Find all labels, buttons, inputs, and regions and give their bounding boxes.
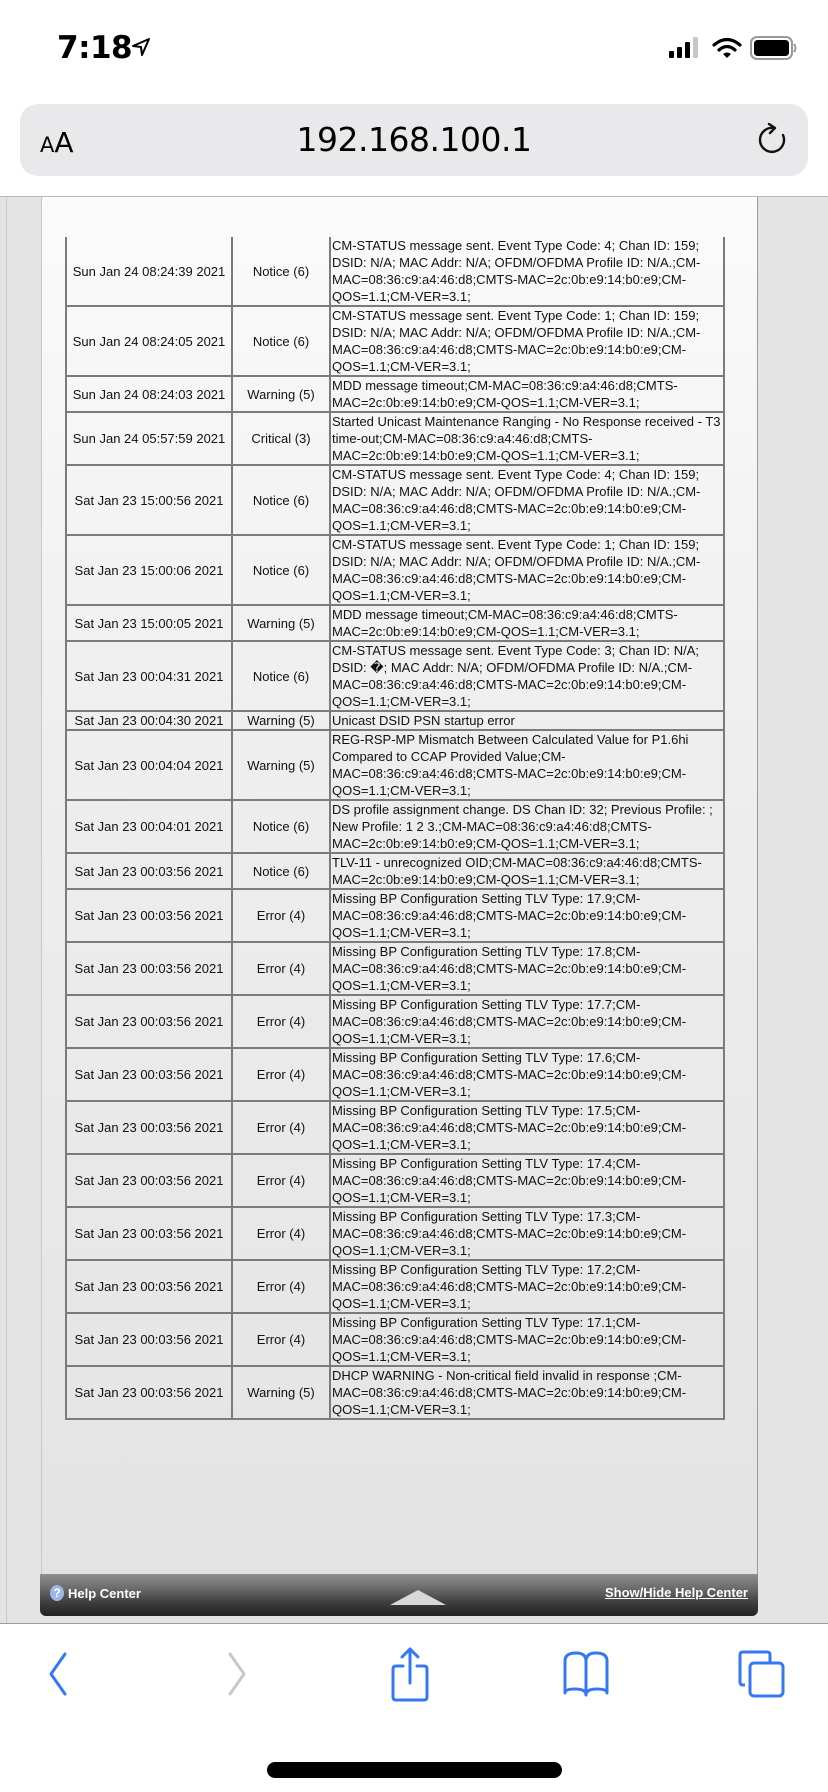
log-priority-cell: Critical (3) xyxy=(232,412,330,465)
log-row xyxy=(66,1154,724,1207)
share-icon xyxy=(388,1646,432,1702)
log-row xyxy=(66,1260,724,1313)
log-description-cell: CM-STATUS message sent. Event Type Code: 4; Chan ID: 159; DSID: N/A; MAC Addr: N/A; OFDM/OFDMA Profile ID: N/A.;CM-MAC=08:36:c9:a4:46:d8;CMTS-MAC=2c:0b:e9:14:b0:e9;CM-QOS=1.1;CM-VER=3.1; xyxy=(330,465,724,535)
log-time-cell: Sat Jan 23 15:00:56 2021 xyxy=(66,465,232,535)
log-time-cell: Sat Jan 23 00:03:56 2021 xyxy=(66,942,232,995)
log-time-cell: Sat Jan 23 00:03:56 2021 xyxy=(66,853,232,889)
log-priority-cell: Notice (6) xyxy=(232,800,330,853)
log-time-cell: Sat Jan 23 00:03:56 2021 xyxy=(66,1207,232,1260)
log-priority-cell: Error (4) xyxy=(232,1101,330,1154)
log-priority-cell: Error (4) xyxy=(232,1313,330,1366)
log-priority-cell: Notice (6) xyxy=(232,535,330,605)
log-row xyxy=(66,237,724,306)
log-row xyxy=(66,889,724,942)
log-priority-cell: Error (4) xyxy=(232,1048,330,1101)
log-row xyxy=(66,465,724,535)
status-bar xyxy=(0,0,828,95)
log-description-cell: Missing BP Configuration Setting TLV Type: 17.1;CM-MAC=08:36:c9:a4:46:d8;CMTS-MAC=2c:0b:e9:14:b0:e9;CM-QOS=1.1;CM-VER=3.1; xyxy=(330,1313,724,1366)
log-time-cell: Sun Jan 24 05:57:59 2021 xyxy=(66,412,232,465)
log-description-cell: Missing BP Configuration Setting TLV Type: 17.7;CM-MAC=08:36:c9:a4:46:d8;CMTS-MAC=2c:0b:e9:14:b0:e9;CM-QOS=1.1;CM-VER=3.1; xyxy=(330,995,724,1048)
log-description-cell: CM-STATUS message sent. Event Type Code: 1; Chan ID: 159; DSID: N/A; MAC Addr: N/A; OFDM/OFDMA Profile ID: N/A.;CM-MAC=08:36:c9:a4:46:d8;CMTS-MAC=2c:0b:e9:14:b0:e9;CM-QOS=1.1;CM-VER=3.1; xyxy=(330,306,724,376)
log-description-cell: DS profile assignment change. DS Chan ID: 32; Previous Profile: ; New Profile: 1 2 3.;CM-MAC=08:36:c9:a4:46:d8;CMTS-MAC=2c:0b:e9:14:b0:e9;CM-QOS=1.1;CM-VER=3.1; xyxy=(330,800,724,853)
event-log-table xyxy=(65,237,725,1420)
log-description-cell: TLV-11 - unrecognized OID;CM-MAC=08:36:c9:a4:46:d8;CMTS-MAC=2c:0b:e9:14:b0:e9;CM-QOS=1.1;CM-VER=3.1; xyxy=(330,853,724,889)
log-time-cell: Sat Jan 23 00:04:30 2021 xyxy=(66,711,232,730)
show-hide-help-center-link[interactable]: Show/Hide Help Center xyxy=(604,1585,748,1600)
log-row xyxy=(66,306,724,376)
reload-icon[interactable] xyxy=(754,122,790,158)
log-row xyxy=(66,1207,724,1260)
log-row xyxy=(66,1313,724,1366)
log-time-cell: Sat Jan 23 00:03:56 2021 xyxy=(66,1366,232,1419)
log-priority-cell: Error (4) xyxy=(232,1260,330,1313)
log-row xyxy=(66,1366,724,1419)
page-rail xyxy=(6,197,7,1623)
log-description-cell: Missing BP Configuration Setting TLV Type: 17.8;CM-MAC=08:36:c9:a4:46:d8;CMTS-MAC=2c:0b:e9:14:b0:e9;CM-QOS=1.1;CM-VER=3.1; xyxy=(330,942,724,995)
log-description-cell: Unicast DSID PSN startup error xyxy=(330,711,724,730)
log-priority-cell: Warning (5) xyxy=(232,1366,330,1419)
log-time-cell: Sun Jan 24 08:24:39 2021 xyxy=(66,237,232,306)
log-description-cell: CM-STATUS message sent. Event Type Code: 1; Chan ID: 159; DSID: N/A; MAC Addr: N/A; OFDM/OFDMA Profile ID: N/A.;CM-MAC=08:36:c9:a4:46:d8;CMTS-MAC=2c:0b:e9:14:b0:e9;CM-QOS=1.1;CM-VER=3.1; xyxy=(330,535,724,605)
text-size-large-glyph: A xyxy=(54,126,74,159)
event-log-body xyxy=(66,237,724,1419)
log-time-cell: Sat Jan 23 00:03:56 2021 xyxy=(66,1260,232,1313)
log-row xyxy=(66,605,724,641)
battery-icon xyxy=(750,36,798,60)
log-time-cell: Sat Jan 23 15:00:05 2021 xyxy=(66,605,232,641)
log-description-cell: Missing BP Configuration Setting TLV Type: 17.9;CM-MAC=08:36:c9:a4:46:d8;CMTS-MAC=2c:0b:e9:14:b0:e9;CM-QOS=1.1;CM-VER=3.1; xyxy=(330,889,724,942)
log-description-cell: REG-RSP-MP Mismatch Between Calculated Value for P1.6hi Compared to CCAP Provided Value;CM-MAC=08:36:c9:a4:46:d8;CMTS-MAC=2c:0b:e9:14:b0:e9;CM-QOS=1.1;CM-VER=3.1; xyxy=(330,730,724,800)
web-content[interactable] xyxy=(0,196,828,1624)
share-button[interactable] xyxy=(385,1649,435,1699)
log-description-cell: Started Unicast Maintenance Ranging - No Response received - T3 time-out;CM-MAC=08:36:c9:a4:46:d8;CMTS-MAC=2c:0b:e9:14:b0:e9;CM-QOS=1.1;CM-VER=3.1; xyxy=(330,412,724,465)
log-row xyxy=(66,376,724,412)
log-priority-cell: Warning (5) xyxy=(232,730,330,800)
log-priority-cell: Error (4) xyxy=(232,995,330,1048)
log-description-cell: Missing BP Configuration Setting TLV Type: 17.2;CM-MAC=08:36:c9:a4:46:d8;CMTS-MAC=2c:0b:e9:14:b0:e9;CM-QOS=1.1;CM-VER=3.1; xyxy=(330,1260,724,1313)
location-arrow-icon xyxy=(130,36,152,58)
chevron-right-icon xyxy=(222,1649,252,1699)
chevron-left-icon xyxy=(43,1649,73,1699)
log-row xyxy=(66,641,724,711)
log-description-cell: MDD message timeout;CM-MAC=08:36:c9:a4:46:d8;CMTS-MAC=2c:0b:e9:14:b0:e9;CM-QOS=1.1;CM-VER=3.1; xyxy=(330,605,724,641)
log-description-cell: CM-STATUS message sent. Event Type Code: 3; Chan ID: N/A; DSID: �; MAC Addr: N/A; OFDM/OFDMA Profile ID: N/A.;CM-MAC=08:36:c9:a4:46:d8;CMTS-MAC=2c:0b:e9:14:b0:e9;CM-QOS=1.1;CM-VER=3.1; xyxy=(330,641,724,711)
status-indicators xyxy=(668,36,798,60)
log-description-cell: CM-STATUS message sent. Event Type Code: 4; Chan ID: 159; DSID: N/A; MAC Addr: N/A; OFDM/OFDMA Profile ID: N/A.;CM-MAC=08:36:c9:a4:46:d8;CMTS-MAC=2c:0b:e9:14:b0:e9;CM-QOS=1.1;CM-VER=3.1; xyxy=(330,237,724,306)
text-size-small-glyph: A xyxy=(40,133,55,157)
log-priority-cell: Warning (5) xyxy=(232,605,330,641)
address-bar[interactable] xyxy=(20,104,808,176)
wifi-icon xyxy=(712,37,742,59)
log-row xyxy=(66,942,724,995)
log-time-cell: Sat Jan 23 00:03:56 2021 xyxy=(66,889,232,942)
log-description-cell: Missing BP Configuration Setting TLV Type: 17.6;CM-MAC=08:36:c9:a4:46:d8;CMTS-MAC=2c:0b:e9:14:b0:e9;CM-QOS=1.1;CM-VER=3.1; xyxy=(330,1048,724,1101)
log-priority-cell: Notice (6) xyxy=(232,306,330,376)
log-description-cell: MDD message timeout;CM-MAC=08:36:c9:a4:46:d8;CMTS-MAC=2c:0b:e9:14:b0:e9;CM-QOS=1.1;CM-VER=3.1; xyxy=(330,376,724,412)
log-time-cell: Sun Jan 24 08:24:03 2021 xyxy=(66,376,232,412)
log-time-cell: Sat Jan 23 00:03:56 2021 xyxy=(66,1154,232,1207)
log-time-cell: Sat Jan 23 00:04:31 2021 xyxy=(66,641,232,711)
content-frame xyxy=(41,197,758,1585)
book-icon xyxy=(561,1649,611,1699)
help-question-icon: ? xyxy=(50,1585,64,1601)
help-center-label-group[interactable] xyxy=(50,1585,141,1601)
help-center-label: Help Center xyxy=(68,1585,141,1601)
log-time-cell: Sat Jan 23 00:03:56 2021 xyxy=(66,1313,232,1366)
log-description-cell: DHCP WARNING - Non-critical field invalid in response ;CM-MAC=08:36:c9:a4:46:d8;CMTS-MAC=2c:0b:e9:14:b0:e9;CM-QOS=1.1;CM-VER=3.1; xyxy=(330,1366,724,1419)
log-time-cell: Sat Jan 23 15:00:06 2021 xyxy=(66,535,232,605)
log-time-cell: Sun Jan 24 08:24:05 2021 xyxy=(66,306,232,376)
log-row xyxy=(66,1101,724,1154)
expand-arrow-icon[interactable] xyxy=(390,1590,446,1605)
log-time-cell: Sat Jan 23 00:03:56 2021 xyxy=(66,1048,232,1101)
log-description-cell: Missing BP Configuration Setting TLV Type: 17.3;CM-MAC=08:36:c9:a4:46:d8;CMTS-MAC=2c:0b:e9:14:b0:e9;CM-QOS=1.1;CM-VER=3.1; xyxy=(330,1207,724,1260)
forward-button[interactable] xyxy=(212,1649,262,1699)
log-row xyxy=(66,1048,724,1101)
back-button[interactable] xyxy=(33,1649,83,1699)
tabs-button[interactable] xyxy=(737,1649,787,1699)
home-indicator[interactable] xyxy=(267,1762,562,1778)
log-priority-cell: Error (4) xyxy=(232,889,330,942)
status-time: 7:18 xyxy=(57,30,133,66)
log-time-cell: Sat Jan 23 00:03:56 2021 xyxy=(66,995,232,1048)
log-priority-cell: Error (4) xyxy=(232,942,330,995)
log-priority-cell: Warning (5) xyxy=(232,376,330,412)
log-priority-cell: Notice (6) xyxy=(232,641,330,711)
log-priority-cell: Notice (6) xyxy=(232,465,330,535)
log-row xyxy=(66,535,724,605)
url-text[interactable]: 192.168.100.1 xyxy=(296,120,532,159)
log-priority-cell: Notice (6) xyxy=(232,853,330,889)
browser-toolbar xyxy=(0,1625,828,1735)
log-row xyxy=(66,711,724,730)
log-priority-cell: Error (4) xyxy=(232,1154,330,1207)
log-time-cell: Sat Jan 23 00:03:56 2021 xyxy=(66,1101,232,1154)
log-description-cell: Missing BP Configuration Setting TLV Type: 17.4;CM-MAC=08:36:c9:a4:46:d8;CMTS-MAC=2c:0b:e9:14:b0:e9;CM-QOS=1.1;CM-VER=3.1; xyxy=(330,1154,724,1207)
tabs-icon xyxy=(737,1649,787,1699)
log-priority-cell: Error (4) xyxy=(232,1207,330,1260)
log-row xyxy=(66,800,724,853)
log-row xyxy=(66,412,724,465)
log-description-cell: Missing BP Configuration Setting TLV Type: 17.5;CM-MAC=08:36:c9:a4:46:d8;CMTS-MAC=2c:0b:e9:14:b0:e9;CM-QOS=1.1;CM-VER=3.1; xyxy=(330,1101,724,1154)
help-center-bar xyxy=(40,1574,758,1616)
log-row xyxy=(66,853,724,889)
log-time-cell: Sat Jan 23 00:04:01 2021 xyxy=(66,800,232,853)
log-priority-cell: Warning (5) xyxy=(232,711,330,730)
cellular-signal-icon xyxy=(668,37,704,59)
log-row xyxy=(66,730,724,800)
log-priority-cell: Notice (6) xyxy=(232,237,330,306)
log-time-cell: Sat Jan 23 00:04:04 2021 xyxy=(66,730,232,800)
bookmarks-button[interactable] xyxy=(561,1649,611,1699)
log-row xyxy=(66,995,724,1048)
